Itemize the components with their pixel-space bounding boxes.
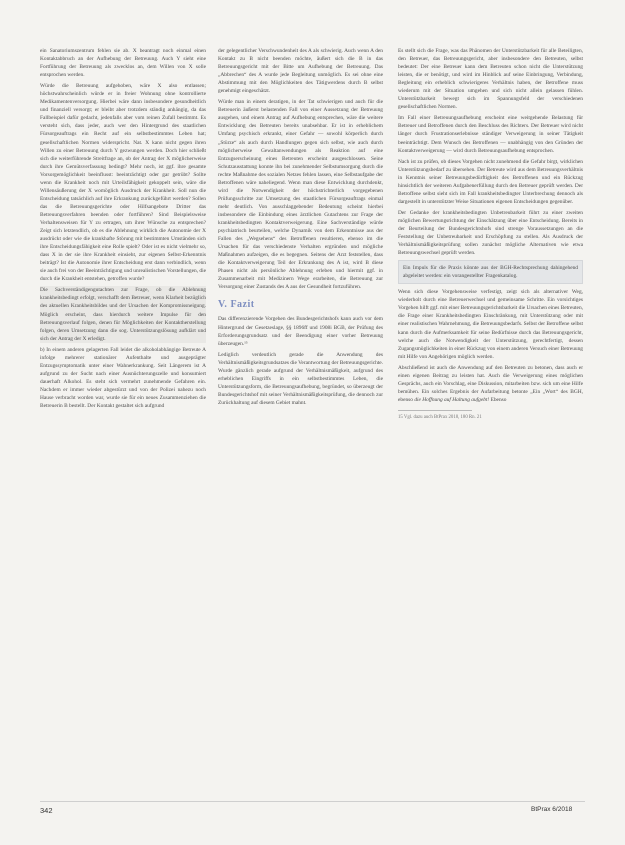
text-column-3 xyxy=(398,47,583,421)
running-head xyxy=(40,22,160,34)
paragraph: ein Sanatoriumszentrum fehlen sie ab. X beantragt noch einmal einen Kontaktabbruch an der Aufhebung der Betreuung. Auch Y sieht eine Fortführung der Betreuung als zwecklos an, dem Willen von X solle entsprochen werden. xyxy=(40,48,206,79)
paragraph: Im Fall einer Betreuungsaufhebung erscheint eine weitgehende Belastung für Betreuer und Betroffenen durch den Beschluss des Richters. Der Betreuer wird nicht länger durch Frustrationserlebnisse ständiger Verweigerung in seiner Tätigkeit beeinträchtigt. Dem Wunsch des Betroffenen — unabhängig von den Gründen der Kontaktverweigerung — wird durch Betreuungsaufhebung entsprochen. xyxy=(398,115,583,154)
paragraph-text: Abschließend ist auch die Anwendung auf den Betreuten zu betonen, dass auch er einen eigenen Beitrag zu leisten hat. Auch die Verweigerung eines möglichen Gesprächs, auch ein Vorschlag, eine Diskussion, mitarbeiten bzw. sich um eine Hilfe bemühen. Ein solches Ergebnis der Aufarbeitung betonte „Ein „Wort“ des BGH, ebenso xyxy=(398,364,583,403)
page-number: 342 xyxy=(40,806,53,815)
paragraph: Das differenzierende Vorgehen des Bundesgerichtshofs kann auch vor dem Hintergrund der Gesetzeslage, §§ 1896ff und 1908i BGB, der Prüfung des Erforderungsgrundsatz und der Beendigung einer vorher Betreuung überzeugen.¹⁵ xyxy=(218,316,383,347)
section-number: V. xyxy=(218,299,228,311)
paragraph: der gelegentlicher Verschwundenheit des A als schwierig. Auch wenn A den Kontakt zu B nicht beenden möchte, äußert sich die B in das Betreuungsgericht mit der Bitte um Aufhebung der Betreuung. Das „Abbrechen“ des A wurde jede Begleitung unmöglich. Es sei ohne eine Abstimmung mit den Möglichkeiten des Tätigwerdens durch B selbst genehmigt eingeschätzt. xyxy=(218,48,383,95)
paragraph: Würde die Betreuung aufgehoben, wäre X also entlassen; höchstwahrscheinlich würde er in freier Wohnung ohne kontrollierte Medikamentenversorgung. Hierbei wäre dann insbesondere gesundheitlich und finanziell versorgt; er bleibt aber trotzdem ständig anhängig, da das Fallbeispiel dafür gedacht, jedenfalls aber vom reinen Zufall bestimmt. Es versteht sich, dass jeder, auch wer den Hintergrund des staatlichen Fürsorgeauftrags ein Recht auf ein selbstbestimmtes Leben hat; gesellschaftlichen Normen widerspricht. Nat. X kann nicht gegen ihren Willen zu einer Betreuung durch Y gezwungen werden. Doch hier schließt sich die weiterführende Streitfrage an, ob der Antrag der X möglicherweise durch ihre Gemütsverfassung bedingt? Mehr noch, ist ggf. ihre gesamte Vorsorgemöglichkeit beeinflusst: beeinträchtigt oder gar getrübt? Sollte wenn die Krankheit noch mit Urteilsfähigkeit gekoppelt sein, wäre die Willensäußerung der X womöglich Ausdruck der Krankheit. Soll nun die Entscheidung tatsächlich auf ihre Erkrankung zurückgeführt werden? Sollen das die Betreuungsgerichte oder Hilfsangebote Dritter das Betreuungsverfahren beenden oder fortführen? Sind Beispielsweise Verhaltensweisen für Y zu ertragen, um ihrer Wünsche zu entsprechen? Zeigt sich letztendlich, ob es die Ablehnung wirklich die Autonomie der X ausdrückt oder wie die krankhafte Störung mit bestimmten Umständen sich ihre Entscheidungsfähigkeit eine Rolle spielt? Oder ist es nicht vielmehr so, dass X in der sie ihre Krankheit einsieht, zur eigenen Selbst-Erkenntnis beiträgt? Ist die Autonomie ihrer Entscheidung erst dann verbindlich, wenn sie auch frei von der Beeinträchtigung und unrealistischen Vorstellungen, die durch die Krankheit entstehen, getroffen wurde? xyxy=(40,83,206,283)
section-title: Fazit xyxy=(230,299,255,311)
footnote-divider xyxy=(398,410,472,411)
paragraph: Die Sachverständigengutachten zur Frage, ob die Ablehnung krankheitsbedingt erfolgt, verschafft dem Betreuer, wenn Klarheit bezüglich des aktuellen Krankheitsbildes und der Ursachen der Kompromissneigung. Möglich erscheint, dass hierdurch weitere Impulse für den Betreuungsverlauf folgen, denen für Möglichkeiten der Kontaktherstellung folgen, deren Umsetzung dann die sog. Unterstützungslösung aufklärt und sich der Antrag der X erledigt. xyxy=(40,287,206,342)
paragraph: b) In einem anderen gelagerten Fall leidet die alkoholabhängige Betreute A infolge mehrerer stationärer Aufenthalte und ausgeprägter Entzugssymptomatik unter einer Wahnerkrankung. Seit Längerem ist A aufgrund zu der Sucht nach einer Ausnüchterungszelle und konsumiert dauerhaft Alkohol. Es steht sich vermehrt zunehmende Gefahren ein. Nachdem er immer wieder abgestürzt und von der Polizei nahezu noch Hause verbracht worden war, wurde sie für ein neues Zusammenziehen die Betreuerin B bestellt. Der Kontakt gestaltet sich aufgrund xyxy=(40,346,206,410)
paragraph: Nach ist zu prüfen, ob dieses Vorgehen nicht zunehmend die Gefahr birgt, wirklichen Unterstützungsbedarf zu übersehen. Der Betreute wird aus dem Betreuungsverhältnis in Kenntnis seiner Betreuungsbedürftigkeit des Betroffenen und ein Rückzug hinsichtlich der weiteren Aufgabenerfüllung durch den Betreuer geprüft werden. Der Betroffene selbst sieht sich im Fall krankheitsbedingter Unterbrechung dennoch als dargestellt in unterstützter Weise Situationen eigenen Entscheidungen gegenüber. xyxy=(398,158,583,205)
paragraph: Wenn sich diese Vorgehensweise verfestigt, zeigt sich als alternativer Weg, wiederholt durch eine Betreuerwechsel und gemeinsame Schritte. Ein vorsichtiges Vorgehen hilft ggf. mit einer Betreuungsgerichtsbarkeit die Ursachen eines Betreuten, die Frage einer Krankheitsbedingten Einschränkung, mit Unterstützung oder mit einer realistischen Wahrnehmung, die Betreuungsbedarfs. Selbst der Betroffene selbst kann durch die Aufmerksamkeit für seine Bedürfnisse durch das Betreuungsgericht, welche auch die Notwendigkeit der Unterstützung, gerechtfertigt, dessen Zugangsmöglichkeiten in einer Rückzug von einem anderen Versuch einer Betreuung mit Hilfe von Angehörigen möglich werden. xyxy=(398,289,583,360)
paragraph: Lediglich verdeutlich gerade die Anwendung des Verhältnismäßigkeitsgrundsatzes die Verantwortung der Betreuungsgerichte. Wurde gänzlich gerade aufgrund der Verhältnismäßigkeit, aufgrund des erheblichen Eingriffs in ein selbstbestimmtes Leben, die Unterstützungsform, die Betreuungsaufhebung, begründet, so überzeugt der Bundesgerichtshof mit seiner Verhältnismäßigkeitsprüfung, die dennoch zur Zurückhaltung auf diesem Gebiet mahnt. xyxy=(218,351,384,406)
highlight-box xyxy=(398,260,583,284)
paragraph: Es stellt sich die Frage, was das Phänomen der Unterstützbarkeit für alle Beteiligten, den Betreuer, das Betreuungsgericht, aber insbesondere den Betreuten, selbst bedeutet: Der eine Betreuer kann dem Betreuten schon nicht die Unterstützung leisten, die er benötigt, und wird im Hinblick auf seine Einbringung, Verbindung, Begleitung ein erheblich schwierigeres Verhältnis haben, der Betroffene muss wiederum mit der Situation umgehen und sich nicht allein gelassen fühlen. Unterstützbarkeit bewegt sich im Spannungsfeld der verschiedenen gesellschaftlichen Normen. xyxy=(398,48,583,111)
paragraph: Der Gedanke der krankheitsbedingten Unbetreubarkeit führt zu einer zweiten möglichen Bewertungsrichtung der Einschätzung über eine Entscheidung. Bereits in der Beurteilung der Bundesgerichtshofs sind strenge Voraussetzungen an die Feststellung der Unbetreubarkeit und Erschöpfung zu stellen. Als Ausdruck der Verhältnismäßigkeitsprüfung sollen zunächst mögliche Alternativen wie etwa Betreuungswechsel geprüft werden. xyxy=(398,209,583,257)
emphasized-text: die Hoffnung auf Haltung aufgebt! xyxy=(414,396,490,403)
text-column-2 xyxy=(218,47,383,410)
shaded-block xyxy=(40,286,206,342)
footnote: 15 Vgl. dazu auch BtPrax 2018, 180 Rn. 21 xyxy=(398,414,482,420)
journal-reference: BtPrax 6/2018 xyxy=(531,806,573,813)
section-heading xyxy=(218,301,383,309)
paragraph-tail: Ebenso xyxy=(489,396,507,403)
paragraph: Würde man in einem deratigen, in der Tat schwierigen und auch für die Betreuerin äußerst belastenden Fall von einer Aussetzung der Betreuung ausgehen, und einem Antrag auf Aufhebung entsprechen, wäre die weitere Entwicklung des Betreuten bereits unabsehbar. Er ist in erheblichem Umfang psychisch erkrankt, einer Gefahr — sowohl körperlich durch „Stürze“ als auch durch Handlungen gegen sich selbst, wie auch durch möglicherweise Gewaltanwendungen als Reaktion auf eine Entzugserscheinung eines Betreuten erscheint ausgeschlossen. Seine Schutzausstattung konnte ihn bei zunehmender Selbstumsorgung durch die rechte Maßnahme des sozialen Netzes fehlen lassen, eine Selbstaufgabe der Betroffenen wäre naheliegend. Wenn man diese Entwicklung durchdenkt, wird die Notwendigkeit der höchstrichterlich vorgegebenen Prüfungsschritte zur Umsetzung des staatlichen Fürsorgeauftrags einmal mehr deutlich. Von ausschlaggebender Bedeutung scheint hierbei insbesondere die Einbindung eines ärztlichen Gutachtens zur Frage der krankheitsbedingten Kontaktverweigerung. Eine Sachverständige würde psychiatrisch beurteilen, welche Dynamik von dem Erkenntnisse aus der Fallen des „Wegsehens“ des Betroffenen resultieren, ebenso im die Ursachen für das verschiedenste Verhalten ergründen und mögliche Maßnahmen aufzeigen, die es begegnen. Seitens der Arzt feststellen, dass die Kontaktverweigerung Teil der Erkrankung des A ist, wird B diese Phasen nicht als persönliche Ablehnung erleben und hiermit ggf. in Zusammenarbeit mit Medizinern Wege erarbeiten, die Betreuung zur Versorgung einer Zustands des A aus der Gesundheit fortzuführen. xyxy=(218,99,383,291)
paragraph xyxy=(398,364,583,404)
highlight-box-text: Ein Impuls für die Praxis könnte aus der BGH-Rechtsprechung dahingehend abgeleitet werden: ein vorangestellter Fragenkatalog. xyxy=(403,265,578,280)
text-column-1 xyxy=(40,47,206,413)
footer-divider xyxy=(40,801,585,802)
